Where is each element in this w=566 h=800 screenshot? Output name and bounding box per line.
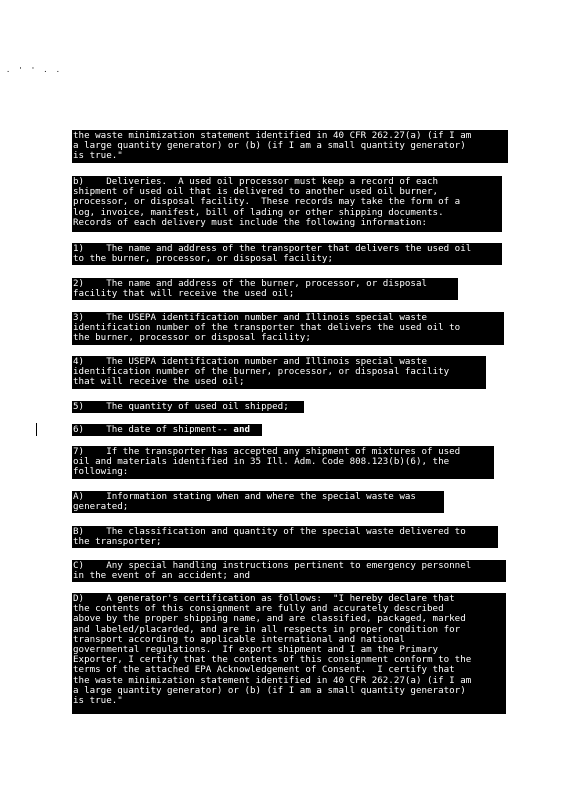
item-b: B) The classification and quantity of the special waste delivered to the transporter; [72, 526, 498, 548]
item-7: 7) If the transporter has accepted any shipment of mixtures of used oil and materials identified in 35 Ill. Adm. Code 808.123(b)(6), the following: [72, 446, 494, 479]
item-6 [72, 424, 262, 436]
item-3: 3) The USEPA identification number and Illinois special waste identification number of the transporter that delivers the used oil to the burner, processor or disposal facility; [72, 312, 504, 345]
item-a: A) Information stating when and where the special waste was generated; [72, 491, 444, 513]
margin-mark [36, 423, 37, 436]
paragraph-b-deliveries: b) Deliveries. A used oil processor must keep a record of each shipment of used oil that is delivered to another used oil burner, processor, or disposal facility. These records may take the form of a log, invoice, manifest, bill of lading or other shipping documents. Records of each delivery must include the following information: [72, 176, 502, 232]
item-4: 4) The USEPA identification number and Illinois special waste identification number of the burner, processor, or disposal facility that will receive the used oil; [72, 356, 486, 389]
item-1: 1) The name and address of the transporter that delivers the used oil to the burner, processor, or disposal facility; [72, 243, 502, 265]
item-d-generator-certification: D) A generator's certification as follows: "I hereby declare that the contents of this consignment are fully and accurately described above by the proper shipping name, and are classified, packaged, marked and labeled/placarded, and are in all respects in proper condition for transport according to applicable international and national governmental regulations. If export shipment and I am the Primary Exporter, I certify that the contents of this consignment conform to the terms of the attached EPA Acknowledgement of Consent. I certify that the waste minimization statement identified in 40 CFR 262.27(a) (if I am a large quantity generator) or (b) (if I am a small quantity generator) is true." [72, 593, 506, 714]
scan-speck: . ' ' . . [6, 66, 62, 74]
item-6-text: 6) The date of shipment-- [73, 424, 228, 435]
text-top-continuation: the waste minimization statement identified in 40 CFR 262.27(a) (if I am a large quantity generator) or (b) (if I am a small quantity generator) is true." [72, 130, 508, 163]
item-5: 5) The quantity of used oil shipped; [72, 401, 304, 413]
item-6-handwritten: and [227, 424, 251, 435]
item-c: C) Any special handling instructions pertinent to emergency personnel in the event of an accident; and [72, 560, 506, 582]
item-2: 2) The name and address of the burner, processor, or disposal facility that will receive the used oil; [72, 278, 458, 300]
